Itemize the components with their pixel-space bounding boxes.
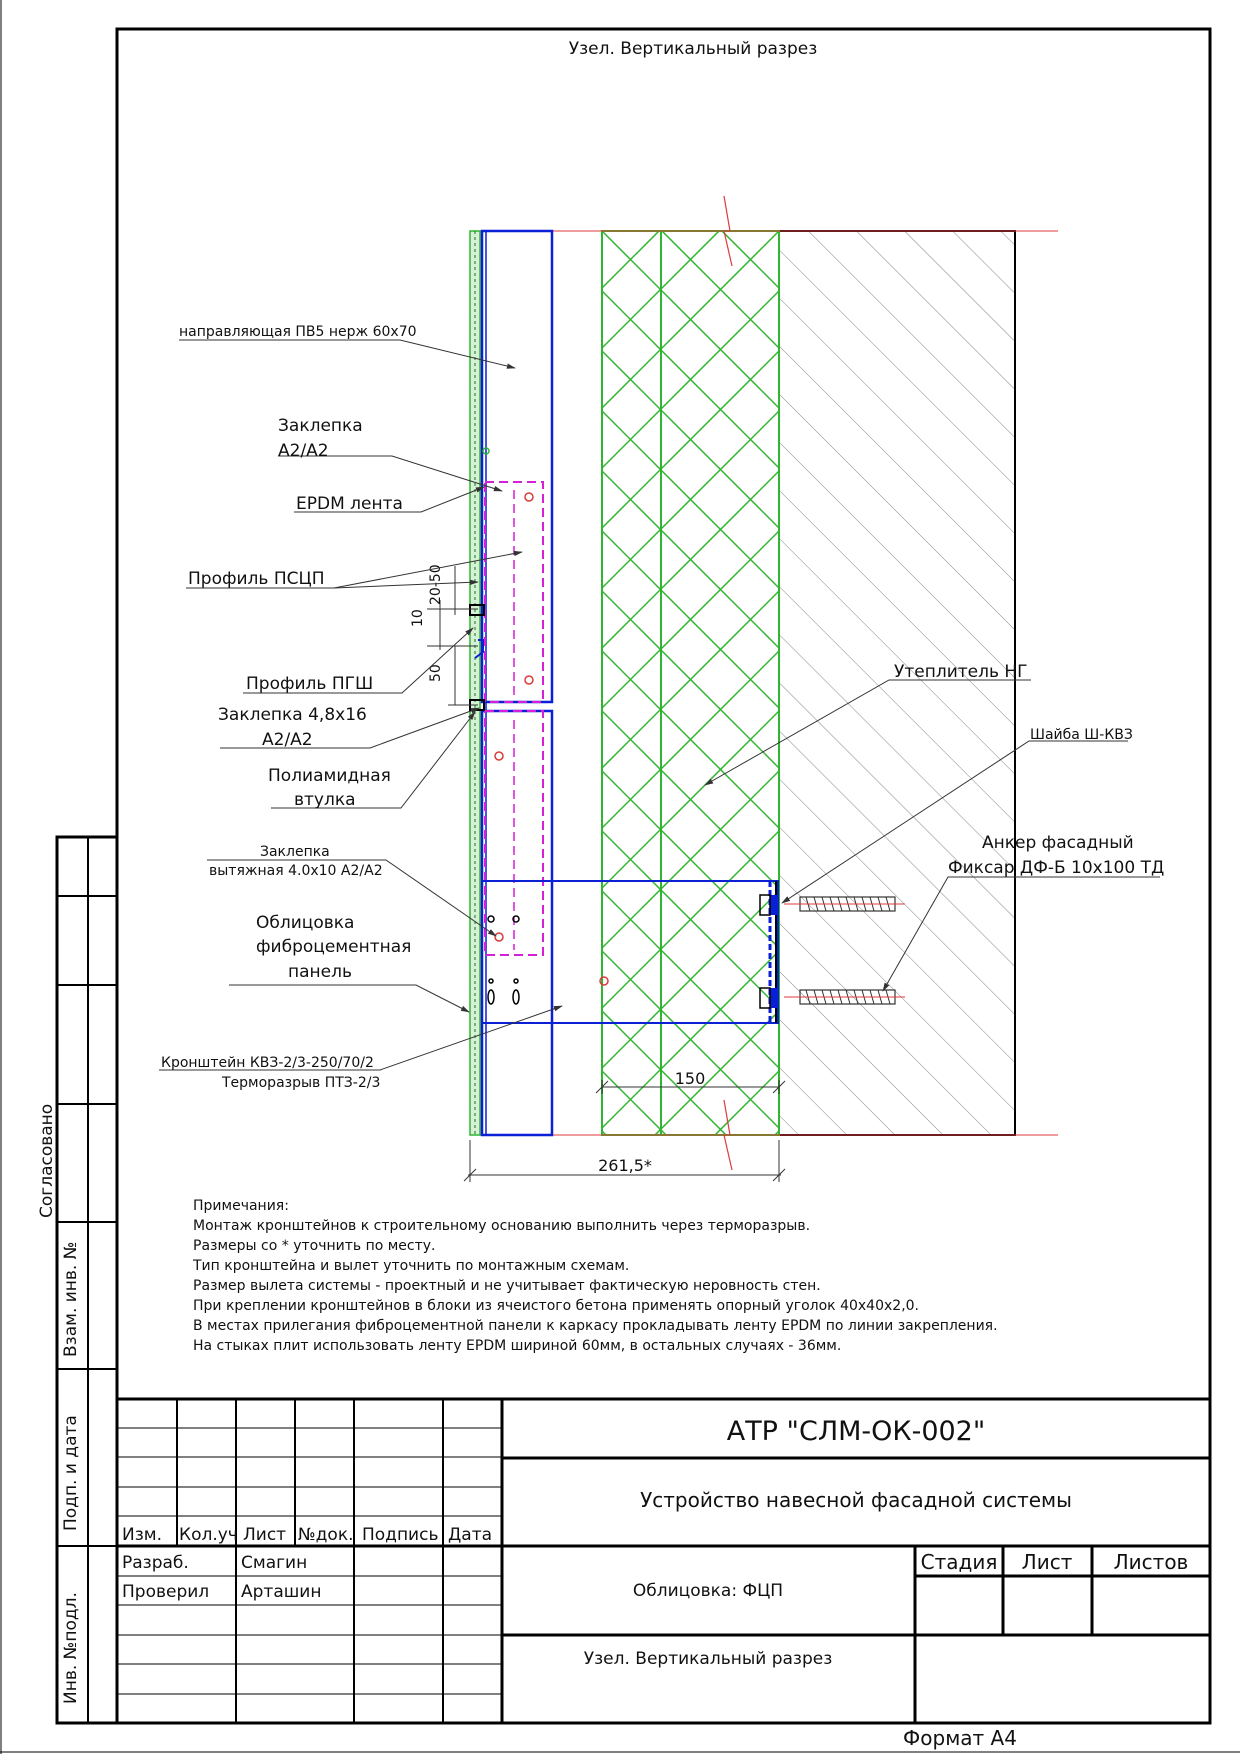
role-checker: Проверил xyxy=(122,1582,210,1602)
note-line: Тип кронштейна и вылет уточнить по монтажным схемам. xyxy=(193,1258,630,1274)
guide-profile-lower xyxy=(482,711,552,1135)
label-anchor-2: Фиксар ДФ-Б 10х100 ТД xyxy=(948,858,1165,878)
label-washer: Шайба Ш-КВЗ xyxy=(1030,727,1133,743)
dim-50: 50 xyxy=(428,664,444,682)
label-rivet-a2-grade: A2/A2 xyxy=(278,441,329,461)
insulation-layer xyxy=(602,0,779,1548)
wall-base xyxy=(779,231,1015,1135)
label-bushing-2: втулка xyxy=(294,790,356,810)
label-guide: направляющая ПВ5 нерж 60х70 xyxy=(179,324,417,340)
label-rivet-a2: Заклепка xyxy=(278,416,363,436)
stamp-inv-orig: Инв. №подл. xyxy=(61,1592,81,1704)
sheet-name: Узел. Вертикальный разрез xyxy=(583,1649,833,1669)
note-line: Монтаж кронштейнов к строительному основанию выполнить через терморазрыв. xyxy=(193,1218,811,1234)
col-date: Дата xyxy=(448,1525,493,1545)
dim-10: 10 xyxy=(410,609,426,627)
sheets-label: Листов xyxy=(1113,1550,1189,1574)
stamp-sign-date: Подп. и дата xyxy=(61,1415,81,1531)
col-kol-uch: Кол.уч xyxy=(179,1525,238,1545)
note-line: На стыках плит использовать ленту EPDM шириной 60мм, в остальных случаях - 36мм. xyxy=(193,1338,842,1354)
side-stamp xyxy=(37,837,117,1723)
label-insulation: Утеплитель НГ xyxy=(894,662,1028,682)
col-doc: №док. xyxy=(298,1525,354,1545)
label-pscp: Профиль ПСЦП xyxy=(188,569,325,589)
stage-label: Стадия xyxy=(920,1550,998,1574)
guide-profile-upper xyxy=(482,231,552,702)
label-rivet-pull: Заклепка xyxy=(260,844,330,860)
role-developer: Разраб. xyxy=(122,1553,189,1573)
notes xyxy=(192,1198,998,1354)
dim-261: 261,5* xyxy=(598,1156,652,1175)
note-line: В местах прилегания фиброцементной панели к каркасу прокладывать ленту EPDM по линии закрепления. xyxy=(193,1318,998,1334)
stamp-agreed: Согласовано xyxy=(37,1103,57,1218)
col-signature: Подпись xyxy=(362,1525,439,1545)
note-line: Размеры со * уточнить по месту. xyxy=(193,1238,436,1254)
rivets xyxy=(483,448,608,985)
note-line: Размер вылета системы - проектный и не учитывает фактическую неровность стен. xyxy=(193,1278,821,1294)
section-drawing xyxy=(159,0,1164,1548)
dim-20-50: 20-50 xyxy=(428,564,444,605)
name-checker: Арташин xyxy=(241,1582,322,1602)
facing-type: Облицовка: ФЦП xyxy=(632,1581,784,1601)
label-anchor: Анкер фасадный xyxy=(982,833,1134,853)
label-rivet-pull-2: вытяжная 4.0х10 A2/A2 xyxy=(209,863,383,879)
label-cladding-2: фиброцементная xyxy=(256,937,412,957)
drawing-title: Узел. Вертикальный разрез xyxy=(568,39,818,59)
label-cladding: Облицовка xyxy=(256,913,355,933)
note-line: При креплении кронштейнов в блоки из ячеистого бетона применять опорный уголок 40х40х2,0. xyxy=(193,1298,919,1314)
title-block xyxy=(117,1399,1210,1750)
sheet-label: Лист xyxy=(1021,1550,1073,1574)
label-bracket: Кронштейн КВЗ-2/3-250/70/2 xyxy=(161,1055,374,1071)
name-developer: Смагин xyxy=(241,1553,308,1573)
col-izm: Изм. xyxy=(122,1525,162,1545)
label-thermal-break: Терморазрыв ПТЗ-2/3 xyxy=(222,1075,381,1091)
label-epdm: EPDM лента xyxy=(296,494,403,514)
label-rivet-48: Заклепка 4,8х16 xyxy=(218,705,367,725)
system-name: Устройство навесной фасадной системы xyxy=(640,1488,1072,1512)
label-rivet-48-grade: A2/A2 xyxy=(262,730,313,750)
label-bushing: Полиамидная xyxy=(268,766,391,786)
label-pgsh: Профиль ПГШ xyxy=(246,674,374,694)
dim-150: 150 xyxy=(674,1069,706,1088)
project-code: АТР "СЛМ-ОК-002" xyxy=(726,1416,986,1447)
col-list: Лист xyxy=(243,1525,287,1545)
stamp-inv-replace: Взам. инв. № xyxy=(61,1241,81,1357)
format-label: Формат А4 xyxy=(903,1726,1017,1750)
notes-heading: Примечания: xyxy=(193,1198,289,1214)
label-cladding-3: панель xyxy=(288,962,352,982)
